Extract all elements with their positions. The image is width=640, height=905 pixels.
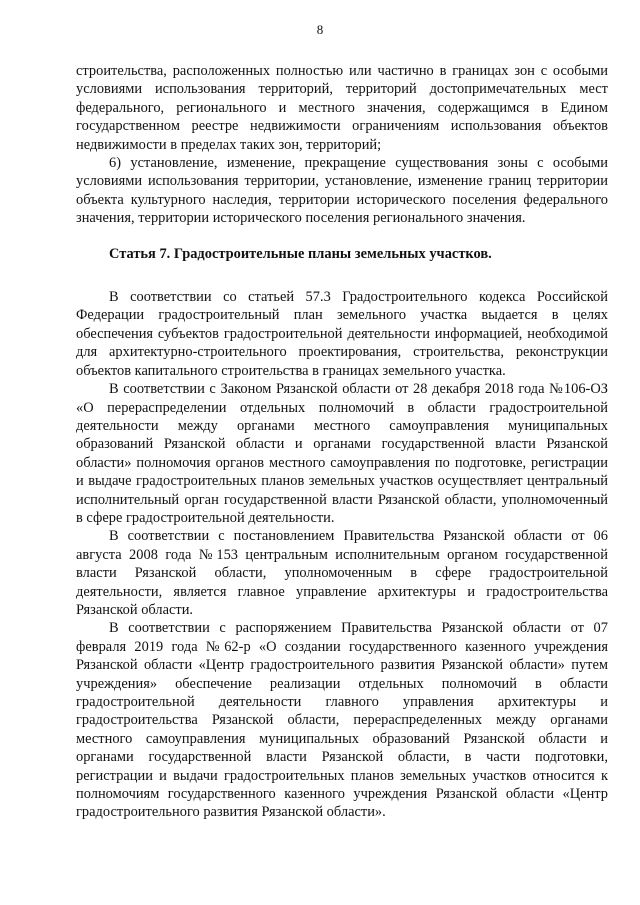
article7-paragraph-2: В соответствии с Законом Рязанской области от 28 декабря 2018 года №106-ОЗ «О перераспределении отдельных полномочий в области градостроительной деятельности между органами местного самоуправления муниципальных образований Рязанской области и органами государственной власти Рязанской области» полномочия органов местного самоуправления по подготовке, регистрации и выдаче градостроительных планов земельных участков осуществляет центральный исполнительный орган государственной власти Рязанской области, уполномоченный в сфере градостроительной деятельности. bbox=[76, 381, 608, 526]
article7-paragraph-3: В соответствии с постановлением Правительства Рязанской области от 06 августа 2008 года №153 центральным исполнительным органом государственной власти Рязанской области, уполномоченным в сфере градостроительной деятельности, является главное управление архитектуры и градостроительства Рязанской области. bbox=[76, 528, 608, 618]
article7-paragraph-1: В соответствии со статьей 57.3 Градостроительного кодекса Российской Федерации градостроительный план земельного участка выдается в целях обеспечения субъектов градостроительной деятельности информацией, необходимой для архитектурно-строительного проектирования, строительства, реконструкции объектов капитального строительства в границах земельного участка. bbox=[76, 289, 608, 379]
article7-paragraph-4: В соответствии с распоряжением Правительства Рязанской области от 07 февраля 2019 года №62-р «О создании государственного казенного учреждения Рязанской области «Центр градостроительного развития Рязанской области» путем учреждения» обеспечение реализации отдельных полномочий в области градостроительной деятельности главного управления архитектуры и градостроительства Рязанской области, перераспределенных между органами местного самоуправления муниципальных образований Рязанской области и органами государственной власти Рязанской области, в части подготовки, регистрации и выдачи градостроительных планов земельных участков относится к полномочиям государственного казенного учреждения Рязанской области «Центр градостроительного развития Рязанской области». bbox=[76, 620, 608, 821]
article6-item-6: 6) установление, изменение, прекращение существования зоны с особыми условиями использования территории, установление, изменение границ территории объекта культурного наследия, территории исторического поселения федерального значения, территории исторического поселения регионального значения. bbox=[76, 155, 608, 227]
article6-continued-paragraph: строительства, расположенных полностью или частично в границах зон с особыми условиями использования территорий, территорий достопримечательных мест федерального, регионального и местного значения, содержащимся в Едином государственном реестре недвижимости ограничениям использования объектов недвижимости в пределах таких зон, территорий; bbox=[76, 63, 608, 153]
document-body bbox=[76, 62, 608, 822]
article7-heading: Статья 7. Градостроительные планы земельных участков. bbox=[109, 245, 492, 262]
page-number: 8 bbox=[316, 22, 324, 37]
